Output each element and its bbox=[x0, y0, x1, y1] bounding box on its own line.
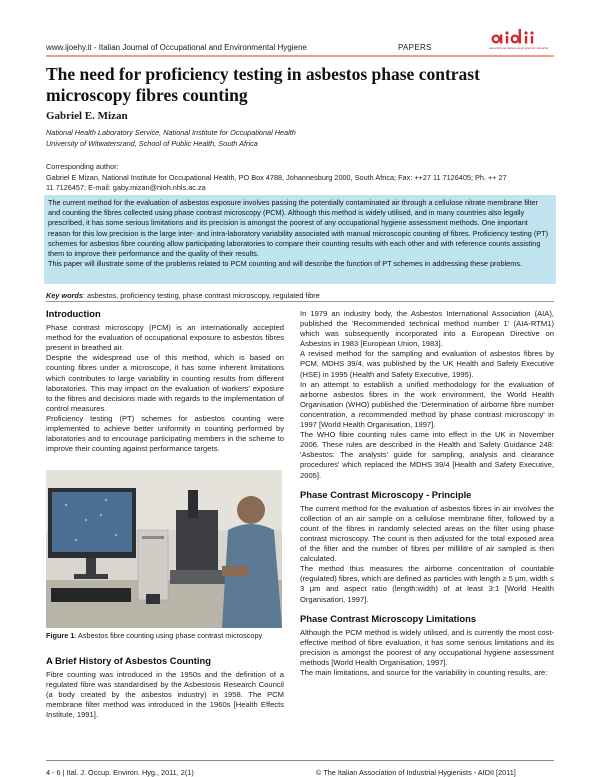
footer-citation: 4 - 6 | Ital. J. Occup. Environ. Hyg., 2011, 2(1) bbox=[46, 768, 194, 777]
figure-caption-text: : Asbestos fibre counting using phase contrast microscopy bbox=[74, 631, 263, 640]
limitations-paragraph-1: Although the PCM method is widely utilised, and is currently the most cost-effective method of fibre evaluation, it has some serious limitations and its precision is amongst the poorest of any occupational hygiene assessment methods [World Health Organisation, 1997]. bbox=[300, 627, 554, 667]
right-column bbox=[300, 309, 554, 678]
svg-text:associazione italiana degli ig: associazione italiana degli igienisti industriali bbox=[489, 46, 549, 50]
limitations-paragraph-2: The main limitations, and source for the variability in counting results, are: bbox=[300, 668, 548, 678]
intro-paragraph-3: Proficiency testing (PT) schemes for asbestos counting were implemented to achieve better uniformity in counting performed by laboratories and to encourage participating members in the scheme to improve their counting against performance targets. bbox=[46, 413, 284, 454]
affiliation-2: University of Witwatersrand, School of Public Health, South Africa bbox=[46, 139, 258, 148]
right-paragraph-2: A revised method for the sampling and evaluation of asbestos fibres by PCM, MDHS 39/4, was published by the UK Health and Safety Executive (HSE) in 1995 (Health and Safety Executive, 1995). bbox=[300, 349, 554, 379]
left-column-top bbox=[46, 309, 284, 454]
pcm-principle-heading: Phase Contrast Microscopy - Principle bbox=[300, 488, 472, 500]
pcm-paragraph-1: The current method for the evaluation of asbestos fibres in air involves the collection of an air sample on a cellulose membrane filter, followed by a count of the fibres in randomly selected areas on the filter using phase contrast microscopy. The count is then adjusted for the total exposed area of the filter and the number of fibres per millilitre of air sampled is then calculated. bbox=[300, 503, 554, 564]
history-heading: A Brief History of Asbestos Counting bbox=[46, 655, 211, 666]
footer-copyright: © The Italian Association of Industrial Hygienists - AIDII [2011] bbox=[316, 768, 516, 777]
corr-line-1: Gabriel E Mizan, National Institute for Occupational Health, PO Box 4788, Johannesburg 2000, South Africa; Fax: ++27 11 7126405; Ph. ++ 27 bbox=[46, 172, 507, 182]
article-title: The need for proficiency testing in asbestos phase contrast microscopy fibres counting bbox=[46, 64, 480, 105]
footer-rule bbox=[46, 760, 554, 761]
header-rule bbox=[46, 55, 554, 57]
abstract-box bbox=[44, 195, 556, 284]
journal-header: www.ijoehy.it - Italian Journal of Occupational and Environmental Hygiene bbox=[46, 43, 307, 52]
author-name: Gabriel E. Mizan bbox=[46, 110, 128, 122]
figure-caption-label: Figure 1 bbox=[46, 631, 75, 640]
figure-caption bbox=[46, 631, 262, 640]
intro-paragraph-1: Phase contrast microscopy (PCM) is an internationally accepted method for the evaluation of occupational exposure to asbestos fibres present in breathed air. bbox=[46, 323, 284, 353]
left-column-bottom bbox=[46, 656, 284, 721]
keywords bbox=[46, 291, 320, 300]
section-label: PAPERS bbox=[398, 43, 432, 52]
pcm-limitations-heading: Phase Contrast Microscopy Limitations bbox=[300, 612, 477, 624]
right-paragraph-1: In 1979 an industry body, the Asbestos International Association (AIA), published the 'Recommended technical method number 1' (AIA-RTM1) which was subsequently incorporated into a European Directive on Asbestos in 1983 [European Union, 1983]. bbox=[300, 309, 554, 349]
corresponding-author bbox=[46, 162, 558, 194]
corr-label: Corresponding author: bbox=[46, 162, 119, 171]
keywords-rule bbox=[46, 301, 554, 302]
intro-paragraph-2: Despite the widespread use of this method, which is based on counting fibres under a microscope, it has some inherent limitations which contributes to large variability in counting results from different laboratories. This may impact on the evaluation of workers' exposure to the fibres and decisions made with regards to the implementation of control measures. bbox=[46, 353, 284, 413]
keywords-label: Key words bbox=[46, 291, 83, 300]
affiliation-1: National Health Laboratory Service, National Institute for Occupational Health bbox=[46, 128, 296, 137]
intro-heading: Introduction bbox=[46, 308, 101, 319]
right-paragraph-4: The WHO fibre counting rules came into effect in the UK in November 2006. These rules are described in the Health and Safety Guidance 248: 'Asbestos: The analysts' guide for sampling, analysis and clearance procedures' which replaced the MDHS 39/4 [Health and Safety Executive, 2005]. bbox=[300, 430, 554, 480]
abstract-text: The current method for the evaluation of asbestos exposure involves passing the potentially contaminated air through a cellulose nitrate membrane filter and counting the fibres collected using phase contrast microscopy (PCM). Although this method is widely utilised, and in many countries also legally prescribed, it has some serious limitations and its precision is amongst the poorest of any occupational hygiene assessment methods. One important reason for this low precision is the large inter- and intra-laboratory variability associated with manual microscopic counting of fibres. Proficiency testing (PT) schemes for asbestos fibre counting allow participating laboratories to compare their counting results with each other and with reference counts assisting them to improve their performance and the quality of their results. bbox=[48, 198, 549, 259]
figure-1-photo bbox=[46, 470, 282, 628]
abstract-text-2: This paper will illustrate some of the problems related to PCM counting and will describe the function of PT schemes in addressing these problems. bbox=[48, 259, 522, 269]
history-paragraph-1: Fibre counting was introduced in the 1950s and the definition of a regulated fibre was standardised by the Asbestosis Research Council (a body created by the asbestos industry) in 1958. The PCM membrane filter method was introduced in the 1960s [Health Effects Institute, 1991]. bbox=[46, 670, 284, 720]
pcm-paragraph-2: The method thus measures the airborne concentration of countable (regulated) fibres, which are defined as particles with length ≥ 5 μm, width ≤ 3 μm and aspect ratio (length:width) of at least 3:1 [World Health Organisation, 1997]. bbox=[300, 564, 554, 604]
corr-line-2: 11 7126457; E-mail: gaby.mizan@nioh.nhls.ac.za bbox=[46, 183, 206, 192]
aidii-logo bbox=[487, 28, 559, 50]
right-paragraph-3: In an attempt to establish a unified methodology for the evaluation of airborne asbestos fibres in the work environment, the World Health Organisation (WHO) published the 'Determination of airborne fibre number concentration, a recommended method by phase contrast microscopy' in 1997 [World Health Organisation, 1997]. bbox=[300, 379, 554, 430]
keywords-list: : asbestos, proficiency testing, phase contrast microscopy, regulated fibre bbox=[82, 291, 320, 300]
